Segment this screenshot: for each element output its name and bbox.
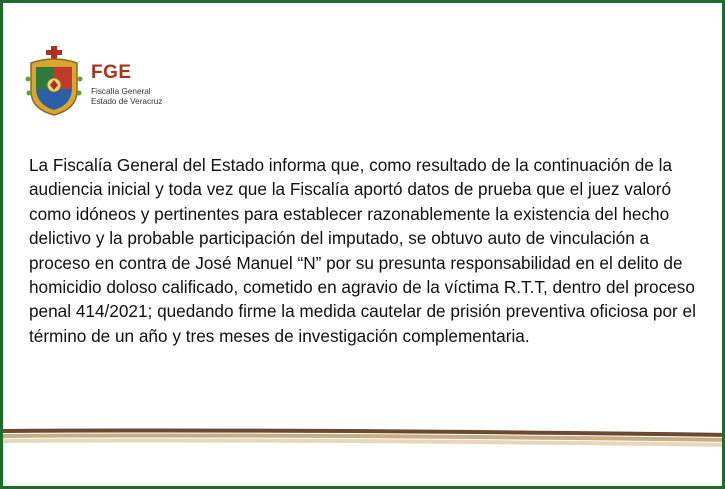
logo-acronym: FGE [91,62,132,83]
press-release-body: La Fiscalía General del Estado informa que, como resultado de la continuación de la audiencia inicial y toda vez que la Fiscalía aportó datos de prueba que el juez valoró como idóneos y pertinentes para establecer razonablemente la existencia del hecho delictivo y la probable participación del imputado, se obtuvo auto de vinculación a proceso en contra de José Manuel “N” por su presunta responsabilidad en el delito de homicidio doloso calificado, cometido en agravio de la víctima R.T.T, dentro del proceso penal 414/2021; quedando firme la medida cautelar de prisión preventiva oficiosa por el término de un año y tres meses de investigación complementaria. [29,155,696,346]
fge-logo [25,45,185,117]
decorative-stripes [3,427,725,449]
veracruz-coat-of-arms-icon [25,45,83,117]
logo-name-line1: Fiscalía General [91,87,151,96]
logo-name-line2: Estado de Veracruz [91,97,163,106]
